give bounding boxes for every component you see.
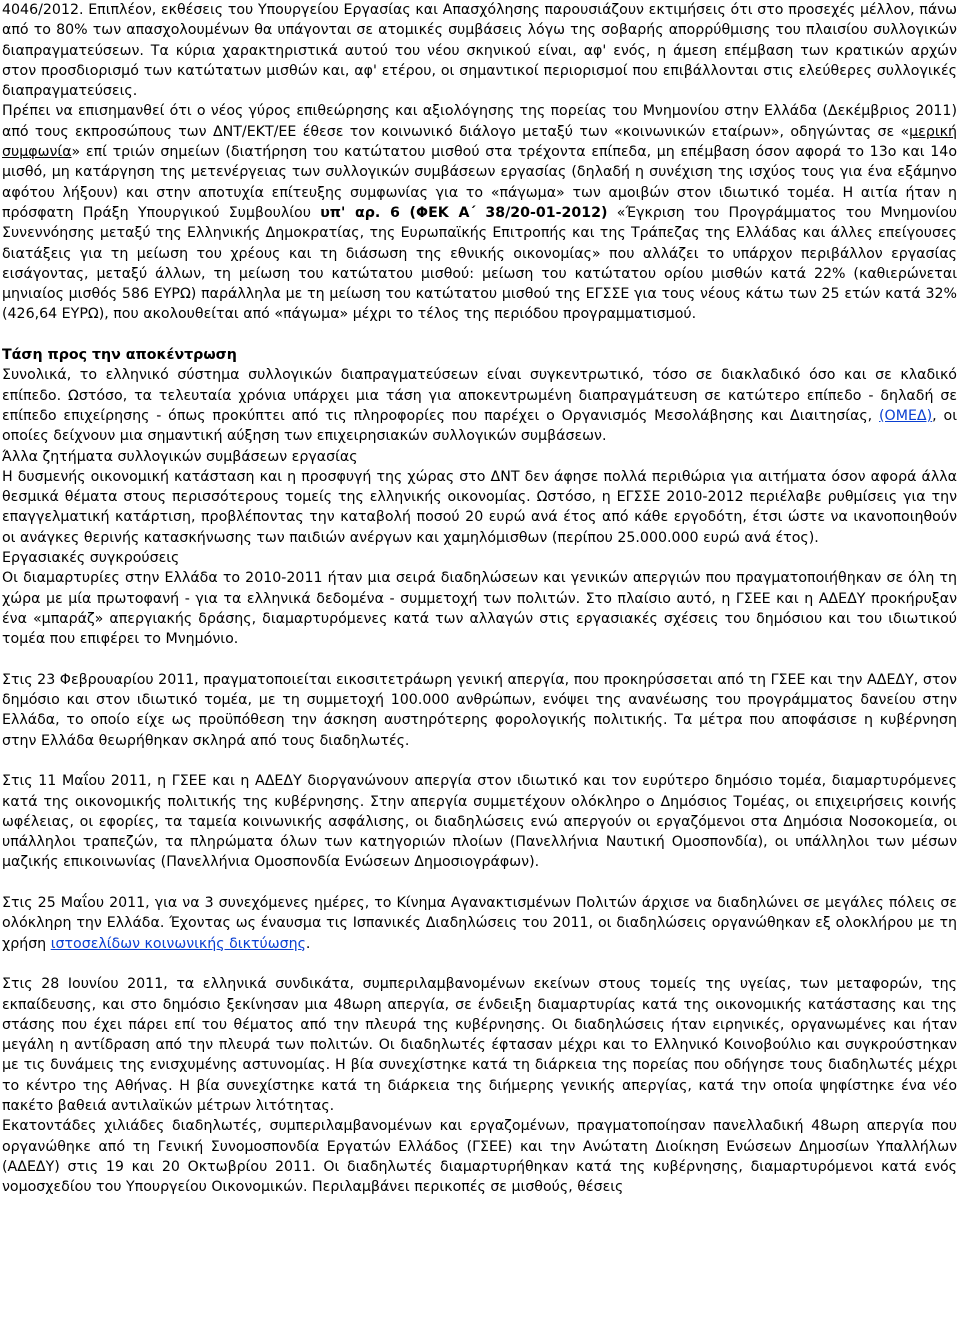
paragraph-feb-strike: Στις 23 Φεβρουαρίου 2011, πραγματοποιείται εικοσιτετράωρη γενική απεργία, που προκηρύσσεται από τη ΓΣΕΕ και την ΑΔΕΔΥ, στον δημόσιο και στον ιδιωτικό τομέα, με τη συμμετοχή 100.000 ανθρώπων, ενόψει της ανανέωσης του προγράμματος δανείου στην Ελλάδα, το οποίο είχε ως προϋπόθεση την άσκηση αυστηρότερης φορολογικής πολιτικής. Τα μέτρα που αποφάσισε η κυβέρνηση στην Ελλάδα θεωρήθηκαν σκληρά από τους διαδηλωτές. [2, 671, 957, 749]
indignados-text-1: Στις 25 Μαΐου 2011, για να 3 συνεχόμενες ημέρες, το Κίνημα Αγανακτισμένων Πολιτών άρχισε να διαδηλώνει σε μεγάλες πόλεις σε ολόκληρη την Ελλάδα. Έχοντας ως έναυσμα τις Ισπανικές Διαδηλώσεις του 2011, οι διαδηλώσεις οργανώθηκαν εξ ολοκλήρου με τη χρήση [2, 895, 957, 952]
memo-text-2: » επί τριών σημείων (διατήρηση του κατώτατου μισθού στα τρέχοντα επίπεδα, μη επέμβαση όσον αφορά το 13ο και 14ο μισθό, μη κατάργηση της μετενέργειας των συλλογικών συμβάσεων εργασίας (δηλαδή η συνέχιση της ισχύος τους για ένα εξάμηνο αφότου λήξουν) και στην αποτυχία επίτευξης συμφωνίας για το «πάγωμα» των αμοιβών στον ιδιωτικό τομέα. Η αιτία ήταν η πρόσφατη Πράξη Υπουργικού Συμβουλίου [2, 144, 957, 221]
paragraph-intro [2, 0, 957, 101]
memo-text-1: Πρέπει να επισημανθεί ότι ο νέος γύρος επιθεώρησης και αξιολόγησης της πορείας του Μνημονίου στην Ελλάδα (Δεκέμβριος 2011) από τους εκπροσώπους των ΔΝΤ/ΕΚΤ/ΕΕ έθεσε τον κοινωνικό διάλογο μεταξύ των «κοινωνικών εταίρων», οδηγώντας σε « [2, 103, 957, 140]
paragraph-indignados [2, 893, 957, 954]
paragraph-may-strike: Στις 11 Μαΐου 2011, η ΓΣΕΕ και η ΑΔΕΔΥ διοργανώνουν απεργία στον ιδιωτικό και τον ευρύτερο δημόσιο τομέα, διαμαρτυρόμενες κατά της οικονομικής πολιτικής της κυβέρνησης. Στην απεργία συμμετέχουν ολόκληρο ο Δημόσιος Τομέας, οι επιχειρήσεις κοινής ωφέλειας, οι εφορίες, τα ταμεία κοινωνικής ασφάλισης, οι διαδηλώσεις ενώ απεργούν οι εργαζόμενοι στα Δημόσια Νοσοκομεία, οι υπάλληλοι τραπεζών, τα πληρώματα όλων των κατηγοριών πλοίων (Πανελλήνια Ναυτική Ομοσπονδία), οι υπάλληλοι των μέσων μαζικής επικοινωνίας (Πανελλήνια Ομοσπονδία Ενώσεων Δημοσιογράφων). [2, 773, 957, 871]
paragraph-june-strike: Στις 28 Ιουνίου 2011, τα ελληνικά συνδικάτα, συμπεριλαμβανομένων εκείνων στους τομείς της υγείας, των μεταφορών, της εκπαίδευσης, και στο δημόσιο ξεκίνησαν μια 48ωρη απεργία, σε ένδειξη διαμαρτυρίας κατά της οικονομικής κατάστασης και της στάσης που έχει πάρει επί του θέματος από την πλευρά της κυβέρνησης. Οι διαδηλώσεις ήταν ειρηνικές, οργανωμένες και ήταν μεγάλη η αντίδραση από την πλευρά των πολιτών. Οι διαδηλωτές έφτασαν μέχρι και το Ελληνικό Κοινοβούλιο και συγκρούστηκαν με τις δυνάμεις της ενισχυμένης αστυνομίας. Η βία συνεχίστηκε κατά τη διάρκεια της πορείας που οδήγησε τους διαδηλωτές μέχρι το κέντρο της Αθήνας. Η βία συνεχίστηκε κατά τη διάρκεια της διήμερης γενικής απεργίας, κατά την οποία ψηφίστηκε ένα νέο πακέτο βαθειά αντιλαϊκών μέτρων λιτότητας. [2, 976, 957, 1115]
decent-text-1: Συνολικά, το ελληνικό σύστημα συλλογικών διαπραγματεύσεων είναι συγκεντρωτικό, τόσο σε διακλαδικό όσο και σε κλαδικό επίπεδο. Ωστόσο, τα τελευταία χρόνια υπάρχει μια τάση για αποκεντρωμένη διαπραγμάτευση σε κατώτερο επίπεδο - δηλαδή σε επίπεδο επιχείρησης - όπως προκύπτει από τις πληροφορίες που παρέχει ο Οργανισμός Μεσολάβησης και Διαιτησίας, [2, 367, 957, 424]
intro-text-2: Τα κύρια χαρακτηριστικά αυτού του νέου σκηνικού είναι, αφ' ενός, η άμεση επέμβαση των κρατικών αρχών στον προσδιορισμό των κατώτατων μισθών και, αφ' ετέρου, οι σημαντικοί περιορισμοί που επιβάλλονται στις ελεύθερες συλλογικές διαπραγματεύσεις. [2, 42, 957, 100]
heading-other-issues: Άλλα ζητήματα συλλογικών συμβάσεων εργασίας [2, 448, 358, 465]
spacer [2, 873, 957, 893]
decent-text-2: , οι οποίες δείχνουν μια σημαντική αύξηση των επιχειρησιακών συλλογικών συμβάσεων. [2, 407, 957, 445]
partial-agreement-link[interactable]: μερική συμφωνία [2, 123, 957, 161]
indignados-text-2: . [305, 935, 311, 952]
spacer [2, 650, 957, 670]
paragraph-protests: Οι διαμαρτυρίες στην Ελλάδα το 2010-2011 ήταν μια σειρά διαδηλώσεων και γενικών απεργιών που πραγματοποιήθηκαν σε όλη τη χώρα με μία πρωτοφανή - για τα ελληνικά δεδομένα - συμμετοχή των πολιτών. Στο πλαίσιο αυτό, η ΓΣΕΕ και η ΑΔΕΔΥ προκήρυξαν ένα «μπαράζ» απεργιακής δράσης, διαμαρτυρόμενες κατά των αλλαγών στις εργασιακές σχέσεις του δημόσιου και του ιδιωτικού τομέα που επιφέρει το Μνημόνιο. [2, 570, 957, 648]
document-page [2, 0, 957, 1198]
omed-link[interactable]: (ΟΜΕΔ) [879, 407, 933, 424]
spacer [2, 325, 957, 345]
paragraph-october-strike: Εκατοντάδες χιλιάδες διαδηλωτές, συμπεριλαμβανομένων και εργαζομένων, πραγματοποίησαν πανελλαδική 48ωρη απεργία που οργανώθηκε από τη Γενική Συνομοσπονδία Εργατών Ελλάδος (ΓΣΕΕ) και την Ανώτατη Διοίκηση Ενώσεων Δημοσίων Υπαλλήλων (ΑΔΕΔΥ) στις 19 και 20 Οκτωβρίου 2011. Οι διαδηλωτές διαμαρτυρήθηκαν κατά της κυβέρνησης, διαμαρτυρόμενοι κατά ενός νομοσχεδίου του Υπουργείου Οικονομικών. Περιλαμβάνει περικοπές σε μισθούς, θέσεις [2, 1118, 957, 1196]
intro-text: 4046/2012. Επιπλέον, εκθέσεις του Υπουργείου Εργασίας και Απασχόλησης παρουσιάζουν εκτιμήσεις ότι στο προσεχές μέλλον, πάνω από το 80% των απασχολουμένων θα υπάγονται σε ατομικές συμβάσεις λόγω της σοβαρής απορρύθμισης του πλαισίου συλλογικών διαπραγματεύσεων. [2, 2, 957, 59]
social-media-link[interactable]: ιστοσελίδων κοινωνικής δικτύωσης [50, 935, 306, 952]
spacer [2, 751, 957, 771]
paragraph-memorandum [2, 101, 957, 324]
memo-text-3: «Έγκριση του Προγράμματος του Μνημονίου Συνεννόησης μεταξύ της Ελληνικής Δημοκρατίας, της Ευρωπαϊκής Επιτροπής και της Τράπεζας της Ελλάδας και άλλες επείγουσες διατάξεις για τη μείωση του χρέους και τη διάσωση της εθνικής οικονομίας» που αλλάζει το υπάρχον περιβάλλον εργασίας εισάγοντας, μεταξύ άλλων, τη μείωση του κατώτατου μισθού: μείωση του κατώτατου ορίου μισθών κατά 22% (καθιερώνεται μηνιαίος μισθός 586 ΕΥΡΩ) παράλληλα με τη μείωση του κατώτατου μισθού της ΕΓΣΣΕ για τους νέους κάτω των 25 ετών κατά 32% (426,64 ΕΥΡΩ), που ακολουθείται από «πάγωμα» μέχρι το τέλος της περιόδου προγραμματισμού. [2, 204, 958, 323]
heading-labour-disputes: Εργασιακές συγκρούσεις [2, 550, 180, 567]
act-reference: υπ' αρ. 6 (ΦΕΚ Α΄ 38/20-01-2012) [320, 204, 608, 221]
paragraph-decentralization [2, 365, 957, 446]
spacer [2, 954, 957, 974]
heading-decentralization [2, 345, 957, 365]
paragraph-other-issues: Η δυσμενής οικονομική κατάσταση και η προσφυγή της χώρας στο ΔΝΤ δεν άφησε πολλά περιθώρια για αιτήματα όσον αφορά άλλα θεσμικά θέματα στους περισσότερους τομείς της ελληνικής οικονομίας. Ωστόσο, η ΕΓΣΣΕ 2010-2012 περιέλαβε ρυθμίσεις για την επαγγελματική κατάρτιση, προβλέποντας την καταβολή ποσού 20 ευρώ ανά έτος από κάθε εργοδότη, έτσι ώστε να ικανοποιηθούν οι ανάγκες θερινής κατασκήνωσης των παιδιών ανέργων και χαμηλόμισθων (περίπου 25.000.000 ευρώ ανά έτος). [2, 468, 957, 546]
heading-decentralization-text: Τάση προς την αποκέντρωση [2, 347, 237, 364]
